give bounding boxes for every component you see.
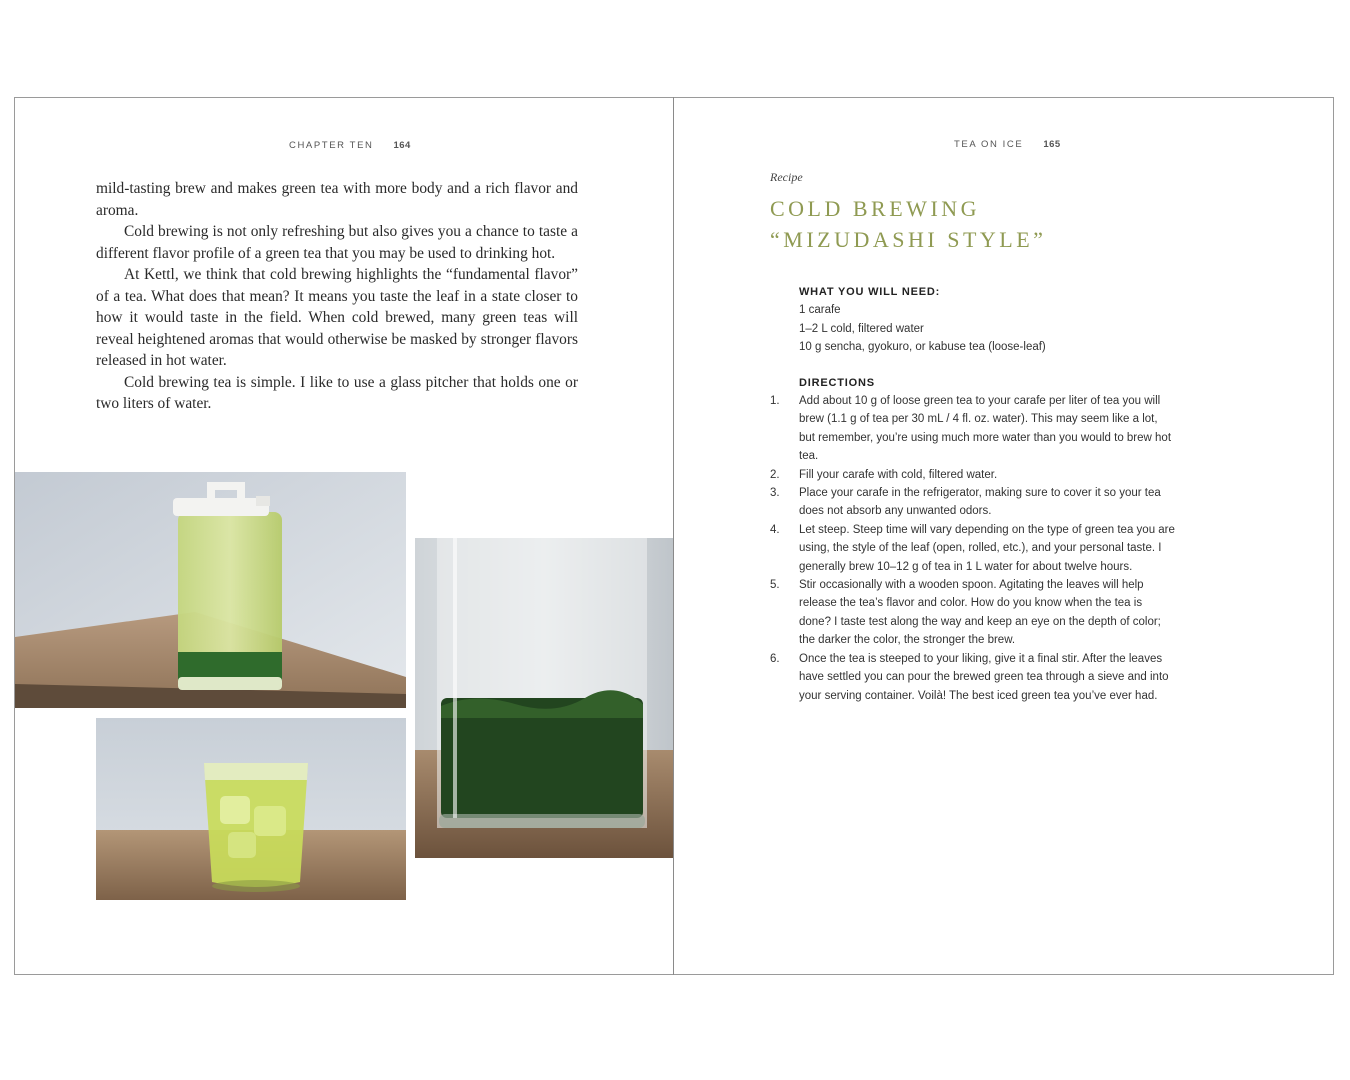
recipe-title-line-2: “MIZUDASHI STYLE” <box>770 227 1047 252</box>
step-text: Let steep. Steep time will vary depending on the type of green tea you are using, the style of the leaf (open, rolled, etc.), and your personal taste. I generally brew 10–12 g of tea in 1 L water for about twelve hours. <box>799 523 1175 573</box>
directions-list <box>770 392 1175 705</box>
right-page-number: 165 <box>1043 139 1061 150</box>
glass-illustration <box>96 718 406 900</box>
directions-heading: DIRECTIONS <box>799 377 875 389</box>
list-item: 1 carafe <box>799 304 841 316</box>
recipe-title-line-1: COLD BREWING <box>770 196 981 221</box>
page-gutter <box>673 97 674 975</box>
left-body-text <box>96 178 578 415</box>
left-running-head <box>289 140 411 151</box>
needs-heading: WHAT YOU WILL NEED: <box>799 286 941 298</box>
direction-step <box>770 576 1175 650</box>
photo-pitcher <box>15 472 406 708</box>
step-number: 2. <box>770 468 780 481</box>
paragraph: At Kettl, we think that cold brewing highlights the “fundamental flavor” of a tea. What does that mean? It means you taste the leaf in a state closer to how it would taste in the field. When cold brewed, many green teas will reveal heightened aromas that would otherwise be masked by stronger flavors released in hot water. <box>96 266 578 369</box>
right-running-head-title: TEA ON ICE <box>954 139 1024 150</box>
step-number: 4. <box>770 523 780 536</box>
paragraph: mild-tasting brew and makes green tea with more body and a rich flavor and aroma. <box>96 180 578 219</box>
recipe-title <box>770 193 1046 255</box>
step-number: 3. <box>770 487 780 500</box>
step-number: 6. <box>770 652 780 665</box>
photo-iced-tea-glass <box>96 718 406 900</box>
step-text: Place your carafe in the refrigerator, making sure to cover it so your tea does not absorb any unwanted odors. <box>799 487 1161 518</box>
direction-step <box>770 392 1175 466</box>
step-text: Stir occasionally with a wooden spoon. Agitating the leaves will help release the tea’s flavor and color. How do you know when the tea is done? I taste test along the way and keep an eye on the depth of color; the darker the color, the stronger the brew. <box>799 579 1161 647</box>
direction-step <box>770 484 1175 521</box>
list-item: 1–2 L cold, filtered water <box>799 322 924 335</box>
direction-step <box>770 466 1175 484</box>
jar-illustration <box>415 538 673 858</box>
pitcher-illustration <box>15 472 406 708</box>
step-text: Fill your carafe with cold, filtered water. <box>799 468 998 481</box>
step-text: Once the tea is steeped to your liking, give it a final stir. After the leaves have settled you can pour the brewed green tea through a sieve and into your serving container. Voilà! The best iced green tea you’ve ever had. <box>799 652 1169 702</box>
step-number: 5. <box>770 579 780 592</box>
photo-tea-leaves-jar <box>415 538 673 858</box>
paragraph: Cold brewing is not only refreshing but also gives you a chance to taste a different flavor profile of a green tea that you may be used to drinking hot. <box>96 223 578 262</box>
left-page-number: 164 <box>393 140 411 151</box>
step-number: 1. <box>770 395 780 407</box>
step-text: Add about 10 g of loose green tea to your carafe per liter of tea you will brew (1.1 g of tea per 30 mL / 4 fl. oz. water). This may seem like a lot, but remember, you’re using much more water than you would to brew hot tea. <box>799 395 1172 463</box>
left-running-head-title: CHAPTER TEN <box>289 140 374 151</box>
direction-step <box>770 521 1175 576</box>
needs-list <box>799 301 1046 357</box>
direction-step <box>770 650 1175 705</box>
right-running-head <box>954 139 1061 150</box>
list-item: 10 g sencha, gyokuro, or kabuse tea (loose-leaf) <box>799 341 1046 353</box>
paragraph: Cold brewing tea is simple. I like to use a glass pitcher that holds one or two liters of water. <box>96 373 578 412</box>
recipe-label: Recipe <box>770 170 803 184</box>
